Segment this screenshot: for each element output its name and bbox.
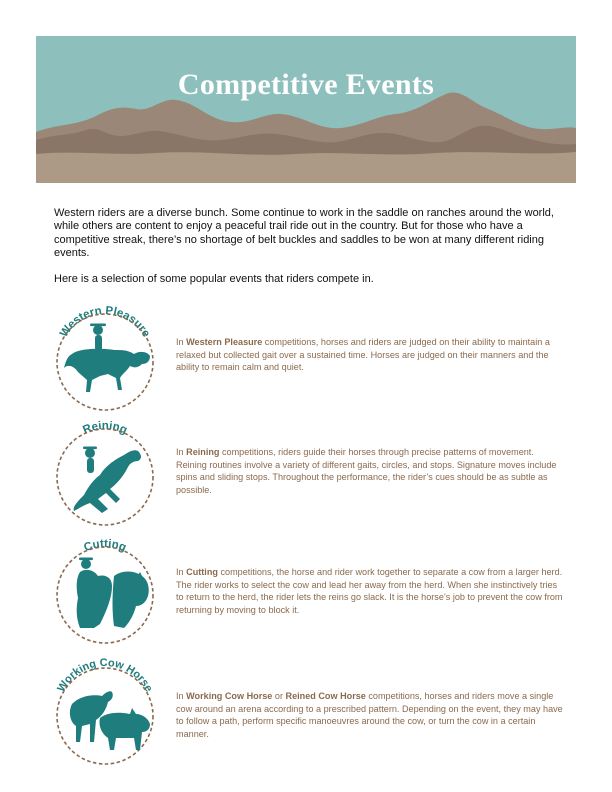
- reining-description: In Reining competitions, riders guide their horses through precise patterns of movement. Reining routines involve a variety of different gaits, circles, and stops. Signature moves include spins and sliding stops. Throughout the performance, the rider’s cues should be as subtle as possible.: [176, 447, 557, 495]
- badge-label: Western Pleasure: [58, 304, 152, 340]
- western-pleasure-badge: [50, 294, 160, 414]
- cutting-horse-cow-icon: [77, 558, 149, 629]
- badge-label: Cutting: [82, 537, 128, 555]
- working-cow-horse-icon: [70, 691, 150, 750]
- badge-label: Working Cow Horse: [55, 656, 155, 695]
- working-cow-horse-description: In Working Cow Horse or Reined Cow Horse competitions, horses and riders move a single cow around an arena according to a prescribed pattern. Depending on the event, they may have to follow a path, perform specific manoeuvres around the cow, or turn the cow in a certain manner.: [176, 691, 563, 739]
- intro-selection-sentence: Here is a selection of some popular events that riders compete in.: [54, 273, 374, 285]
- western-pleasure-horse-rider-icon: [64, 324, 150, 393]
- event-name: Working Cow Horse: [186, 691, 273, 701]
- event-cutting: [50, 532, 570, 652]
- reining-horse-rider-icon: [74, 447, 141, 514]
- svg-text:Western Pleasure: [58, 305, 152, 340]
- event-name: Cutting: [186, 567, 218, 577]
- event-western-pleasure: [50, 294, 570, 414]
- svg-text:Cutting: [82, 538, 128, 554]
- event-working-cow-horse: [50, 654, 570, 774]
- event-reining: [50, 413, 570, 533]
- intro-paragraph: Western riders are a diverse bunch. Some continue to work in the saddle on ranches around the world, while others are content to enjoy a peaceful trail ride out in the country. But for those who have a competitive streak, there’s no shortage of belt buckles and saddles to be won at many different riding events.: [54, 207, 554, 260]
- event-name: Western Pleasure: [186, 337, 263, 347]
- header-banner: [36, 36, 576, 183]
- cutting-description: In Cutting competitions, the horse and rider work together to separate a cow from a larger herd. The rider works to select the cow and lead her away from the herd. When she instinctively tries to return to the herd, the rider lets the reins go slack. It is the horse’s job to prevent the cow from returning by moving to block it.: [176, 567, 563, 615]
- badge-label: Reining: [81, 419, 129, 437]
- reining-badge: [50, 413, 160, 533]
- page-title: Competitive Events: [177, 68, 435, 101]
- event-name: Reining: [186, 447, 220, 457]
- svg-text:Working Cow Horse: [55, 657, 154, 694]
- svg-text:Reining: [81, 420, 129, 437]
- mountains-illustration: [36, 36, 576, 183]
- working-cow-horse-badge: [50, 654, 160, 774]
- western-pleasure-description: In Western Pleasure competitions, horses and riders are judged on their ability to maintain a relaxed but collected gait over a sustained time. Horses are judged on their manners and the ability to remain calm and quiet.: [176, 337, 550, 373]
- event-name-alt: Reined Cow Horse: [285, 691, 366, 701]
- cutting-badge: [50, 532, 160, 652]
